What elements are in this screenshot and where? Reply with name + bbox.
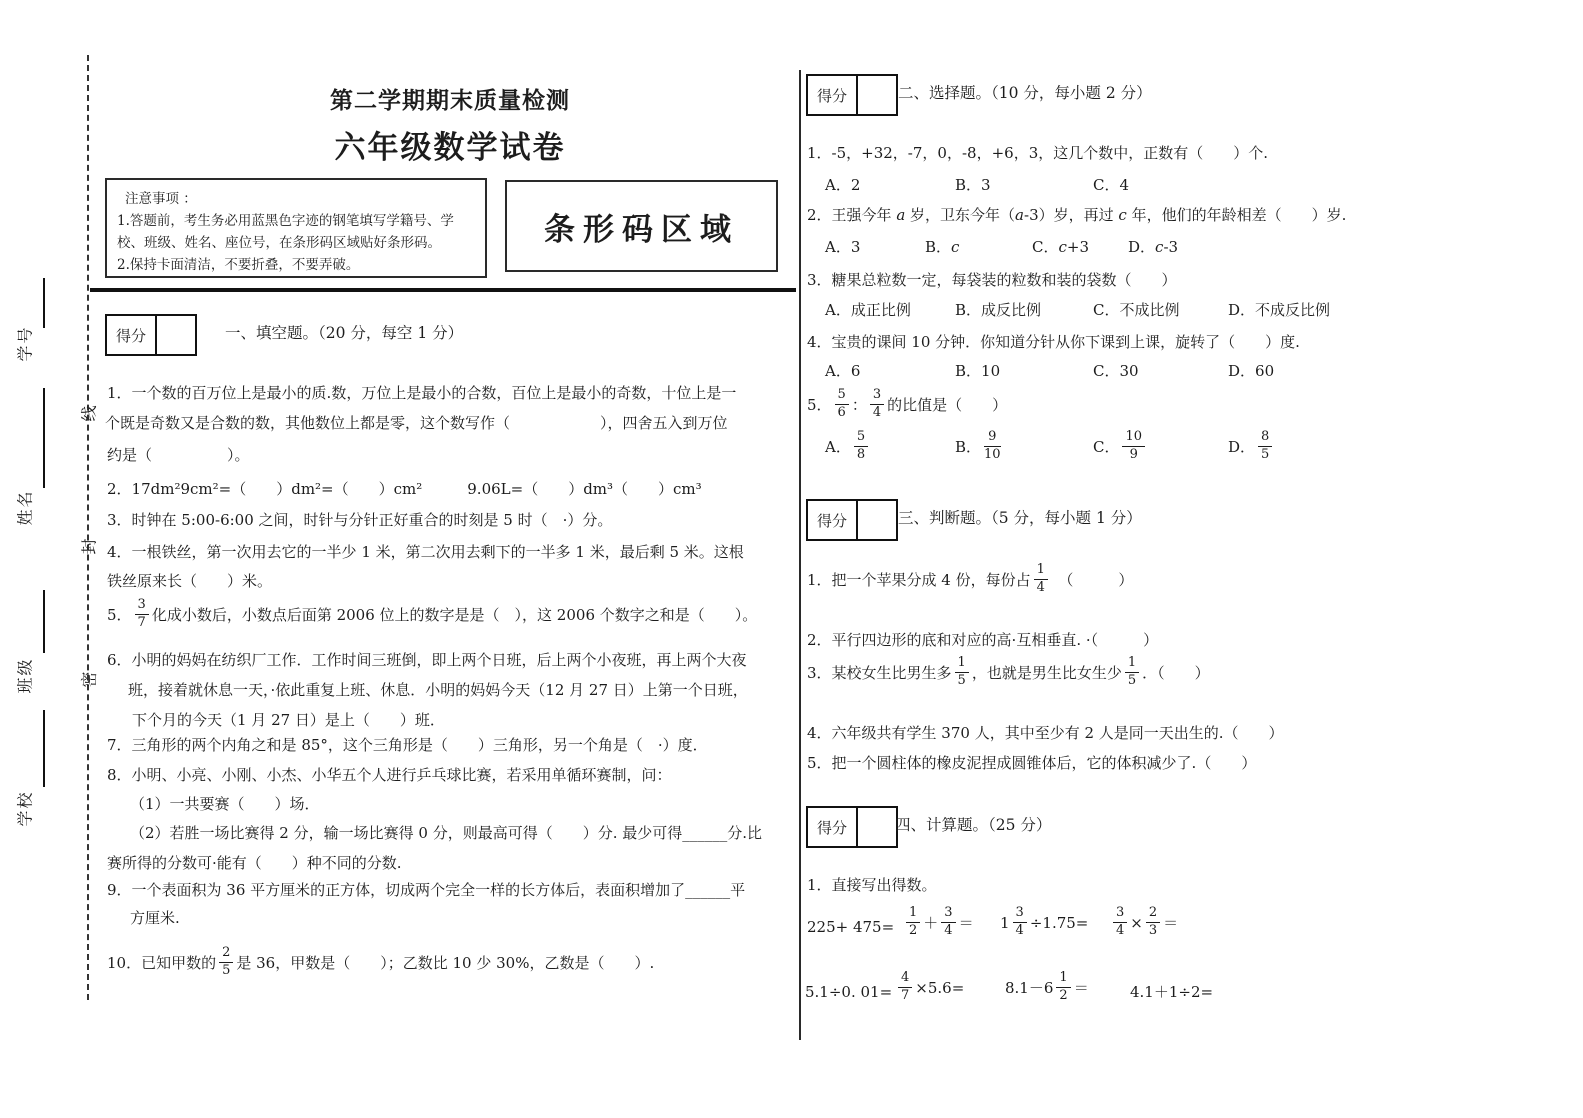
s2-q3-option-d: D．不成反比例 xyxy=(1228,301,1331,319)
score-label: 得分 xyxy=(808,76,858,114)
s4-calc-5: 5.1÷0. 01= xyxy=(805,983,893,1001)
section1-header: 一、填空题。（20 分，每空 1 分） xyxy=(225,324,464,342)
s4-calc-4: $\frac{3}{4}$ × $\frac{2}{3}$ ＝ xyxy=(1110,908,1178,940)
section4-header: 四、计算题。（25 分） xyxy=(895,816,1052,834)
s3-q3: 3．某校女生比男生多 $\frac{1}{5}$ ，也就是男生比女生少 $\frac{1}{5}$ ．（ ） xyxy=(807,655,1210,688)
s1-q8: 8．小明、小亮、小刚、小杰、小华五个人进行乒乓球比赛，若采用单循环赛制，问： xyxy=(107,766,672,784)
score-label: 得分 xyxy=(107,316,157,354)
notice-line2: 校、班级、姓名、座位号，在条形码区域贴好条形码。 xyxy=(117,235,441,251)
margin-label-school: 学校 xyxy=(15,790,35,827)
s1-q10: 10．已知甲数的 $\frac{2}{5}$ 是 36，甲数是（ ）；乙数比 10 少 30%，乙数是（ ）. xyxy=(107,945,655,978)
s2-q1-option-b: B．3 xyxy=(955,176,991,194)
s2-q5-option-b: B． $\frac{9}{10}$ xyxy=(955,429,1001,462)
s2-q2: 2．王强今年 a 岁，卫东今年（a-3）岁，再过 c 年，他们的年龄相差（ ）岁. xyxy=(807,206,1347,224)
s2-q1: 1．-5，+32，-7，0，-8，+6，3，这几个数中，正数有（ ）个. xyxy=(807,144,1269,162)
s4-calc-2: $\frac{1}{2}$ ＋ $\frac{3}{4}$ ＝ xyxy=(903,908,974,940)
s4-sub1: 1．直接写出得数。 xyxy=(807,876,937,894)
score-cell xyxy=(858,501,896,539)
exam-title-line2: 六年级数学试卷 xyxy=(334,130,566,166)
s1-q1-line3: 约是（ ）。 xyxy=(107,446,250,464)
s4-calc-7: 8.1－6 $\frac{1}{2}$ ＝ xyxy=(1005,970,1089,1003)
s2-q3-option-b: B．成反比例 xyxy=(955,301,1042,319)
s2-q5-option-a: A． $\frac{5}{8}$ xyxy=(825,432,871,464)
s1-q4-line2: 铁丝原来长（ ）米。 xyxy=(107,572,273,590)
score-cell xyxy=(157,316,195,354)
section2-header: 二、选择题。（10 分，每小题 2 分） xyxy=(898,84,1152,102)
seal-dashed-line xyxy=(87,55,89,1000)
seal-char-xian: 线 xyxy=(79,403,99,422)
s4-calc-6: $\frac{4}{7}$ ×5.6= xyxy=(895,973,964,1005)
s1-q6-line1: 6．小明的妈妈在纺织厂工作．工作时间三班倒，即上两个日班，后上两个小夜班，再上两个大夜 xyxy=(107,651,747,669)
s2-q3-option-c: C．不成比例 xyxy=(1093,301,1180,319)
s1-q9-line2: 方厘米. xyxy=(130,909,180,927)
score-label: 得分 xyxy=(808,808,858,846)
s1-q9-line1: 9．一个表面积为 36 平方厘米的正方体，切成两个完全一样的长方体后，表面积增加了______平 xyxy=(107,881,746,899)
s1-q1-line1: 1．一个数的百万位上是最小的质.数，万位上是最小的合数，百位上是最小的奇数，十位上是一 xyxy=(107,384,737,402)
score-label: 得分 xyxy=(808,501,858,539)
header-rule xyxy=(90,288,796,292)
s2-q4-option-b: B．10 xyxy=(955,362,1001,380)
s1-q2: 2．17dm²9cm²=（ ）dm²=（ ）cm² 9.06L=（ ）dm³（ ）cm³ xyxy=(107,480,702,498)
score-box-section1 xyxy=(105,314,197,356)
s1-q6-line3: 下个月的今天（1 月 27 日）是上（ ）班． xyxy=(132,711,445,729)
s4-calc-8: 4.1＋1÷2= xyxy=(1130,983,1214,1001)
s2-q2-option-c: C．c+3 xyxy=(1032,238,1090,256)
s2-q2-option-b: B．c xyxy=(925,238,960,256)
s1-q8-sub2-line2: 赛所得的分数可·能有（ ）种不同的分数. xyxy=(107,854,402,872)
s3-q2: 2．平行四边形的底和对应的高·互相垂直. ·（ ） xyxy=(807,631,1159,649)
notice-heading: 注意事项 ： xyxy=(125,191,197,207)
name-blank-line xyxy=(43,388,45,488)
s2-q2-option-d: D．c-3 xyxy=(1128,238,1179,256)
s2-q1-option-c: C．4 xyxy=(1093,176,1130,194)
s3-q4: 4．六年级共有学生 370 人，其中至少有 2 人是同一天出生的.（ ） xyxy=(807,724,1284,742)
s2-q3: 3．糖果总粒数一定，每袋装的粒数和装的袋数（ ） xyxy=(807,271,1177,289)
notice-box xyxy=(105,178,487,278)
score-box-section3 xyxy=(806,499,898,541)
s1-q1-line2: 个既是奇数又是合数的数，其他数位上都是零，这个数写作（ ），四舍五入到万位 xyxy=(105,414,728,432)
s1-q4-line1: 4．一根铁丝，第一次用去它的一半少 1 米，第二次用去剩下的一半多 1 米，最后剩 5 米。这根 xyxy=(107,543,744,561)
s2-q4-option-c: C．30 xyxy=(1093,362,1139,380)
s3-q5: 5．把一个圆柱体的橡皮泥捏成圆锥体后，它的体积减少了.（ ） xyxy=(807,754,1257,772)
barcode-area-label: 条形码区域 xyxy=(544,211,739,248)
notice-line1: 1.答题前，考生务必用蓝黑色字迹的钢笔填写学籍号、学 xyxy=(117,213,454,229)
barcode-area-box xyxy=(505,180,778,272)
score-box-section2 xyxy=(806,74,898,116)
margin-label-class: 班级 xyxy=(15,657,35,694)
margin-label-name: 姓名 xyxy=(15,489,35,526)
s4-calc-3: 1 $\frac{3}{4}$ ÷1.75= xyxy=(1000,905,1089,938)
score-cell xyxy=(858,808,896,846)
s1-q3: 3．时钟在 5:00-6:00 之间，时针与分针正好重合的时刻是 5 时（ ·）分。 xyxy=(107,511,613,529)
s4-calc-1: 225+ 475= xyxy=(807,918,895,936)
s1-q7: 7．三角形的两个内角之和是 85°，这个三角形是（ ）三角形，另一个角是（ ·）度． xyxy=(107,736,708,754)
s2-q5: 5． $\frac{5}{6}$ ： $\frac{3}{4}$ 的比值是（ ） xyxy=(807,387,1008,420)
s2-q4: 4．宝贵的课间 10 分钟．你知道分针从你下课到上课，旋转了（ ）度. xyxy=(807,333,1300,351)
s2-q5-option-c: C． $\frac{10}{9}$ xyxy=(1093,432,1148,464)
s1-q8-sub1: （1）一共要赛（ ）场． xyxy=(130,795,320,813)
class-blank-line xyxy=(43,590,45,653)
exam-title-line1: 第二学期期末质量检测 xyxy=(330,87,570,114)
school-blank-line xyxy=(43,710,45,787)
section3-header: 三、判断题。（5 分，每小题 1 分） xyxy=(898,509,1142,527)
s2-q1-option-a: A．2 xyxy=(825,176,861,194)
s1-q5: 5． $\frac{3}{7}$ 化成小数后，小数点后面第 2006 位上的数字是是（ ），这 2006 个数字之和是（ ）。 xyxy=(107,597,758,630)
margin-label-student-id: 学号 xyxy=(15,325,35,362)
seal-char-feng: 封 xyxy=(79,536,99,555)
score-cell xyxy=(858,76,896,114)
s2-q5-option-d: D． $\frac{8}{5}$ xyxy=(1228,432,1275,464)
s2-q2-option-a: A．3 xyxy=(825,238,861,256)
s3-q1: 1．把一个苹果分成 4 份，每份占 $\frac{1}{4}$ （ ） xyxy=(807,562,1134,595)
seal-char-mi: 密 xyxy=(79,669,99,688)
score-box-section4 xyxy=(806,806,898,848)
s2-q3-option-a: A．成正比例 xyxy=(825,301,911,319)
s2-q4-option-a: A．6 xyxy=(825,362,861,380)
s2-q4-option-d: D．60 xyxy=(1228,362,1275,380)
column-divider xyxy=(799,70,801,1040)
s1-q8-sub2-line1: （2）若胜一场比赛得 2 分，输一场比赛得 0 分，则最高可得（ ）分. 最少可得______分.比 xyxy=(130,824,763,842)
notice-line3: 2.保持卡面清洁，不要折叠，不要弄破。 xyxy=(117,257,360,273)
student-id-blank-line xyxy=(43,278,45,328)
s1-q6-line2: 班，接着就休息一天，·依此重复上班、休息．小明的妈妈今天（12 月 27 日）上第一个日班， xyxy=(128,681,748,699)
